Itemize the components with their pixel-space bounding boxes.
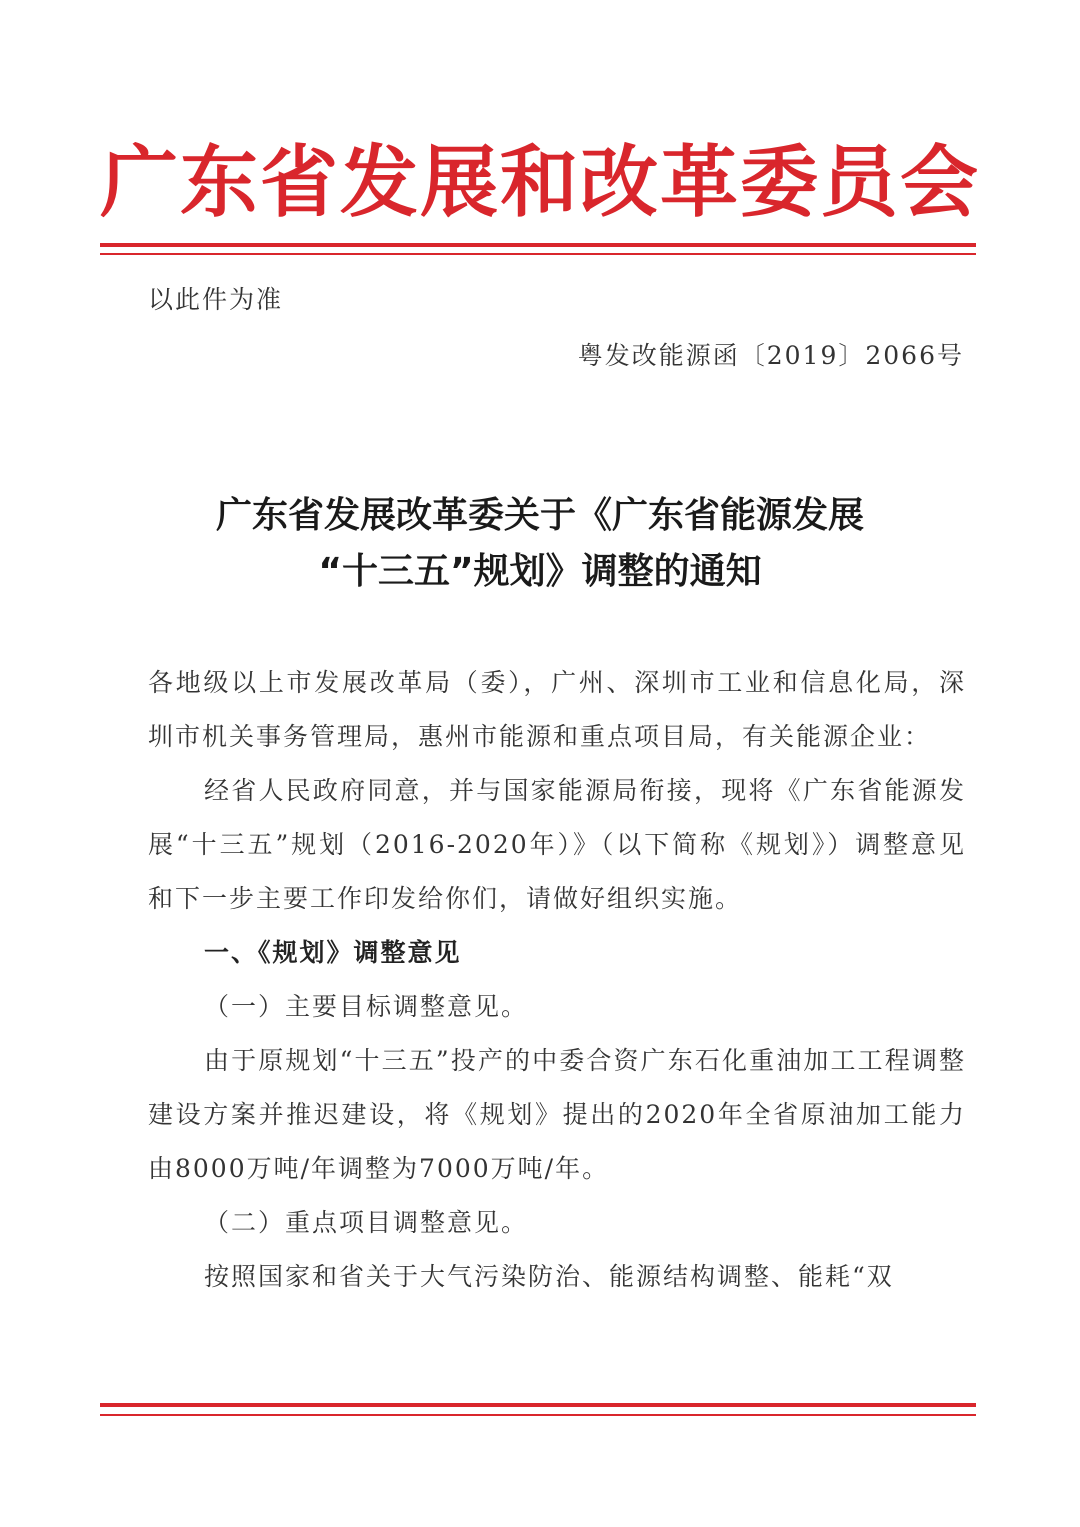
document-title-line-2: “十三五”规划》调整的通知 (318, 551, 762, 592)
subsection-1-body: 由于原规划“十三五”投产的中委合资广东石化重油加工工程调整建设方案并推迟建设，将《规划》提出的2020年全省原油加工能力由8000万吨/年调整为7000万吨/年。 (148, 1046, 966, 1183)
section-1-heading: 一、《规划》调整意见 (204, 938, 462, 967)
authority-note: 以此件为准 (148, 285, 284, 314)
subsection-2-heading: （二）重点项目调整意见。 (204, 1208, 529, 1237)
masthead-title: 广东省发展和改革委员会 (100, 138, 981, 228)
document-number: 粤发改能源函〔2019〕2066号 (577, 341, 964, 370)
document-title-line-1: 广东省发展改革委关于《广东省能源发展 (215, 495, 864, 536)
intro-paragraph: 经省人民政府同意，并与国家能源局衔接，现将《广东省能源发展“十三五”规划（2016-2020年）》（以下简称《规划》）调整意见和下一步主要工作印发给你们，请做好组织实施。 (148, 776, 966, 913)
subsection-2-body: 按照国家和省关于大气污染防治、能源结构调整、能耗“双 (204, 1262, 894, 1291)
masthead-rule-thin (100, 253, 976, 255)
footer-rule-thin (100, 1414, 976, 1416)
addressee: 各地级以上市发展改革局（委），广州、深圳市工业和信息化局，深圳市机关事务管理局，惠州市能源和重点项目局，有关能源企业： (148, 668, 966, 751)
masthead-rule-thick (100, 243, 976, 247)
footer-rule-thick (100, 1403, 976, 1407)
document-body (148, 656, 966, 1304)
subsection-1-heading: （一）主要目标调整意见。 (204, 992, 529, 1021)
